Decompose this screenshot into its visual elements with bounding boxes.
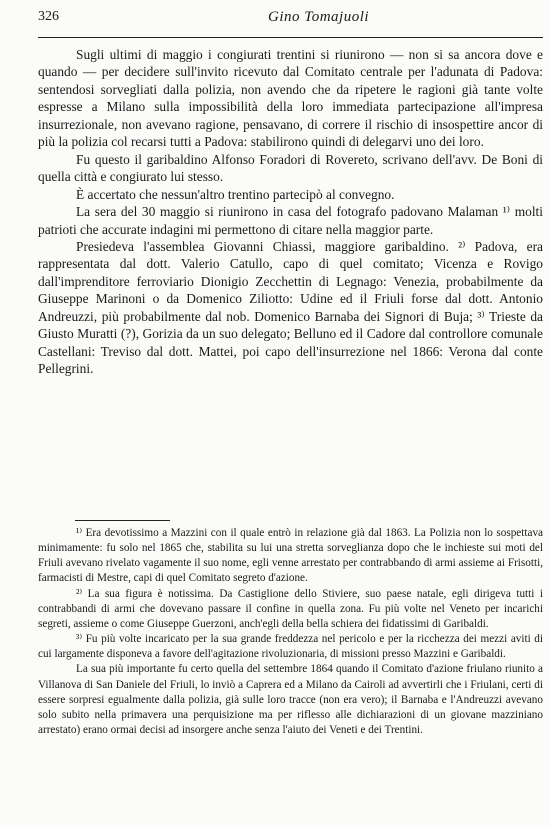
- paragraph: Fu questo il garibaldino Alfonso Foradori di Rovereto, scrivano dell'avv. De Boni di quella città e congiurato lui stesso.: [38, 151, 543, 185]
- footnote-rule: [75, 520, 170, 521]
- footnote: ¹⁾ Era devotissimo a Mazzini con il quale entrò in relazione già dal 1863. La Polizia non lo sospettava minimamente: fu solo nel 1865 che, stabilita su lui una stretta sorveglianza dopo che le inchieste sui moti del Friuli avevano rivelato vagamente il suo nome, egli venne arrestato per contrabbando di armi assieme ai Frisotti, farmacisti di Mestre, capi di quel Comitato segreto d'azione.: [38, 527, 543, 585]
- paragraph: Presiedeva l'assemblea Giovanni Chiassi, maggiore garibaldino. ²⁾ Padova, era rappresentata dal dott. Valerio Catullo, capo di quel comitato; Vicenza e Rovigo dall'imprenditore ferroviario Dionigio Zecchettin di Legnago: Venezia, probabilmente da Giuseppe Marinoni o da Domenico Ziliotto: Udine ed il Friuli forse dal dott. Antonio Andreuzzi, più probabilmente dal nob. Domenico Barnaba dei Signori di Buja; ³⁾ Trieste da Giusto Muratti (?), Gorizia da un suo delegato; Belluno ed il Cadore dal controllore comunale Castellani: Treviso dal dott. Mattei, poi capo dell'insurrezione nel 1866: Verona dal conte Pellegrini.: [38, 238, 543, 377]
- header-rule: [38, 37, 543, 38]
- paragraph: La sera del 30 maggio si riunirono in casa del fotografo padovano Malaman ¹⁾ molti patrioti che accurate indagini mi permettono di citare nella maggior parte.: [38, 204, 543, 237]
- paragraph: Sugli ultimi di maggio i congiurati trentini si riunirono — non si sa ancora dove e quando — per decidere sull'invito ricevuto dal Comitato centrale per l'adunata di Padova: sentendosi sorvegliati dalla polizia, non avendo che da ripetere le ragioni già tante volte espresse a Milano sulla impossibilità della loro immediata partecipazione all'impresa insurrezionale, non avevano ragione, pensavano, di correre il rischio di insospettire ancor di più la polizia col recarsi tutti a Padova: stabilirono quindi di delegarvi uno dei loro.: [38, 47, 543, 150]
- page-header: [38, 9, 550, 31]
- running-title: Gino Tomajuoli: [268, 9, 370, 25]
- main-text: [38, 46, 543, 378]
- paragraph: È accertato che nessun'altro trentino partecipò al convegno.: [76, 186, 395, 202]
- footnote: La sua più importante fu certo quella del settembre 1864 quando il Comitato d'azione friulano riunito a Villanova di San Daniele del Friuli, lo inviò a Caprera ed a Milano da Cairoli ad avvertirli che i Friulani, certi di essere sorpresi egualmente dalla polizia, già sulle loro tracce (non era vero); il Barnaba e l'Andreuzzi avevano solo subito nella primavera una perquisizione ma per riflesso alle dichiarazioni di un giovane mazziniano arrestato) erano ormai decisi ad insorgere anche senza l'aiuto dei Veneti e dei Trentini.: [38, 663, 543, 737]
- page-number: 326: [38, 9, 59, 24]
- footnote: ³⁾ Fu più volte incaricato per la sua grande freddezza nel pericolo e per la ricchezza dei mezzi aviti di cui largamente disponeva a favore dell'agitazione rivoluzionaria, di missioni presso Mazzini e Garibaldi.: [38, 633, 543, 661]
- footnote: ²⁾ La sua figura è notissima. Da Castiglione dello Stiviere, suo paese natale, egli dirigeva tutti i contrabbandi di armi che dovevano passare il confine in quella zona. Fu più volte nel Veneto per incarichi segreti, assieme o come Giuseppe Guerzoni, anch'egli della bella schiera dei fidatissimi di Garibaldi.: [38, 587, 543, 630]
- footnotes: [38, 526, 543, 738]
